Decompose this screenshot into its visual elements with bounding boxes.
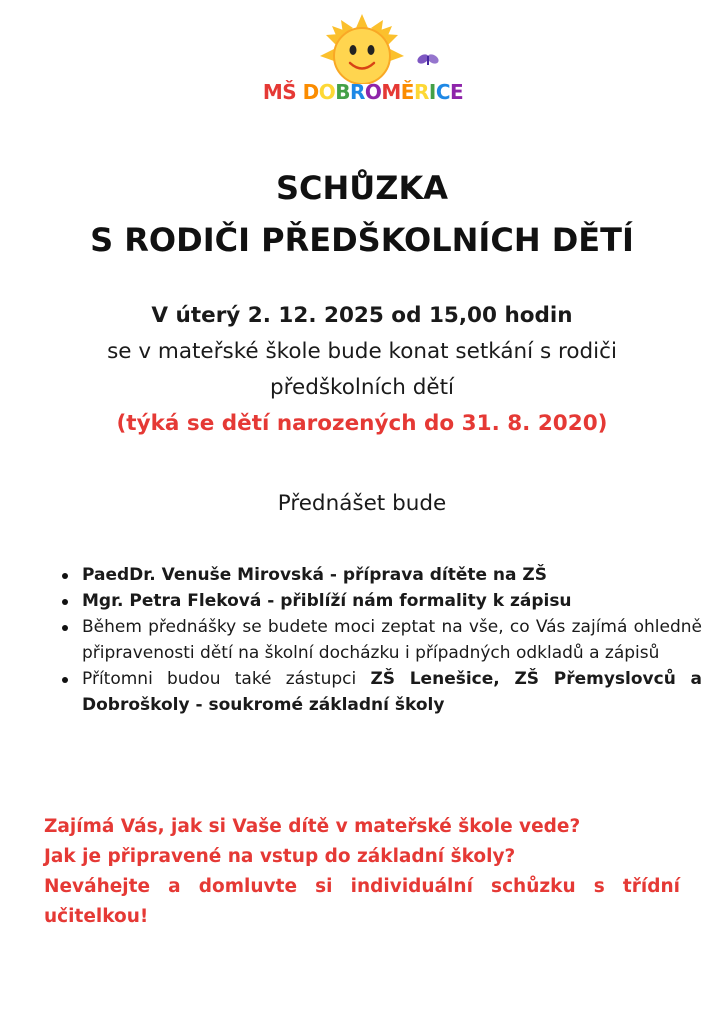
lecturers-heading: Přednášet bude <box>277 491 447 516</box>
closing-text <box>44 812 680 932</box>
meeting-date: V úterý 2. 12. 2025 od 15,00 hodin <box>151 303 573 328</box>
logo-letter: Š <box>282 80 297 104</box>
logo-letter: E <box>450 80 464 104</box>
sun-face-icon <box>252 14 474 84</box>
logo-letter: R <box>349 80 365 104</box>
logo-letter: C <box>435 80 451 104</box>
title-line-1: SCHŮZKA <box>275 169 449 207</box>
logo-letter: I <box>428 80 436 104</box>
age-note: (týká se dětí narozených do 31. 8. 2020) <box>116 411 608 436</box>
list-item: PaedDr. Venuše Mirovská - příprava dítěte na ZŠ <box>82 562 702 588</box>
intro-line-2: se v mateřské škole bude konat setkání s rodiči <box>107 339 617 364</box>
closing-line-2: Jak je připravené na vstup do základní školy? <box>44 846 516 867</box>
title-line-2: S RODIČI PŘEDŠKOLNÍCH DĚTÍ <box>90 221 634 259</box>
logo-letter: Ě <box>400 80 414 104</box>
closing-line-3: Neváhejte a domluvte si individuální schůzku s třídní učitelkou! <box>44 876 680 927</box>
meeting-intro <box>0 298 724 442</box>
logo-letter: M <box>381 80 401 104</box>
logo-wordmark <box>252 80 474 104</box>
logo-letter: D <box>302 80 319 104</box>
logo-letter: B <box>335 80 350 104</box>
logo-letter: M <box>262 80 283 104</box>
list-item: Přítomni budou také zástupci ZŠ Lenešice, ZŠ Přemyslovců a Dobroškoly - soukromé základní školy <box>82 666 702 718</box>
logo-letter: O <box>364 80 382 104</box>
school-logo <box>252 14 474 110</box>
program-list <box>60 562 702 718</box>
list-item: Během přednášky se budete moci zeptat na vše, co Vás zajímá ohledně připravenosti dětí na školní docházku i případných odkladů a zápisů <box>82 614 702 666</box>
page-title <box>0 162 724 266</box>
logo-letter: R <box>413 80 429 104</box>
logo-letter: O <box>318 80 336 104</box>
butterfly-icon <box>416 53 440 66</box>
intro-line-3: předškolních dětí <box>269 375 455 400</box>
closing-line-1: Zajímá Vás, jak si Vaše dítě v mateřské škole vede? <box>44 816 581 837</box>
list-item: Mgr. Petra Fleková - přiblíží nám formality k zápisu <box>82 588 702 614</box>
